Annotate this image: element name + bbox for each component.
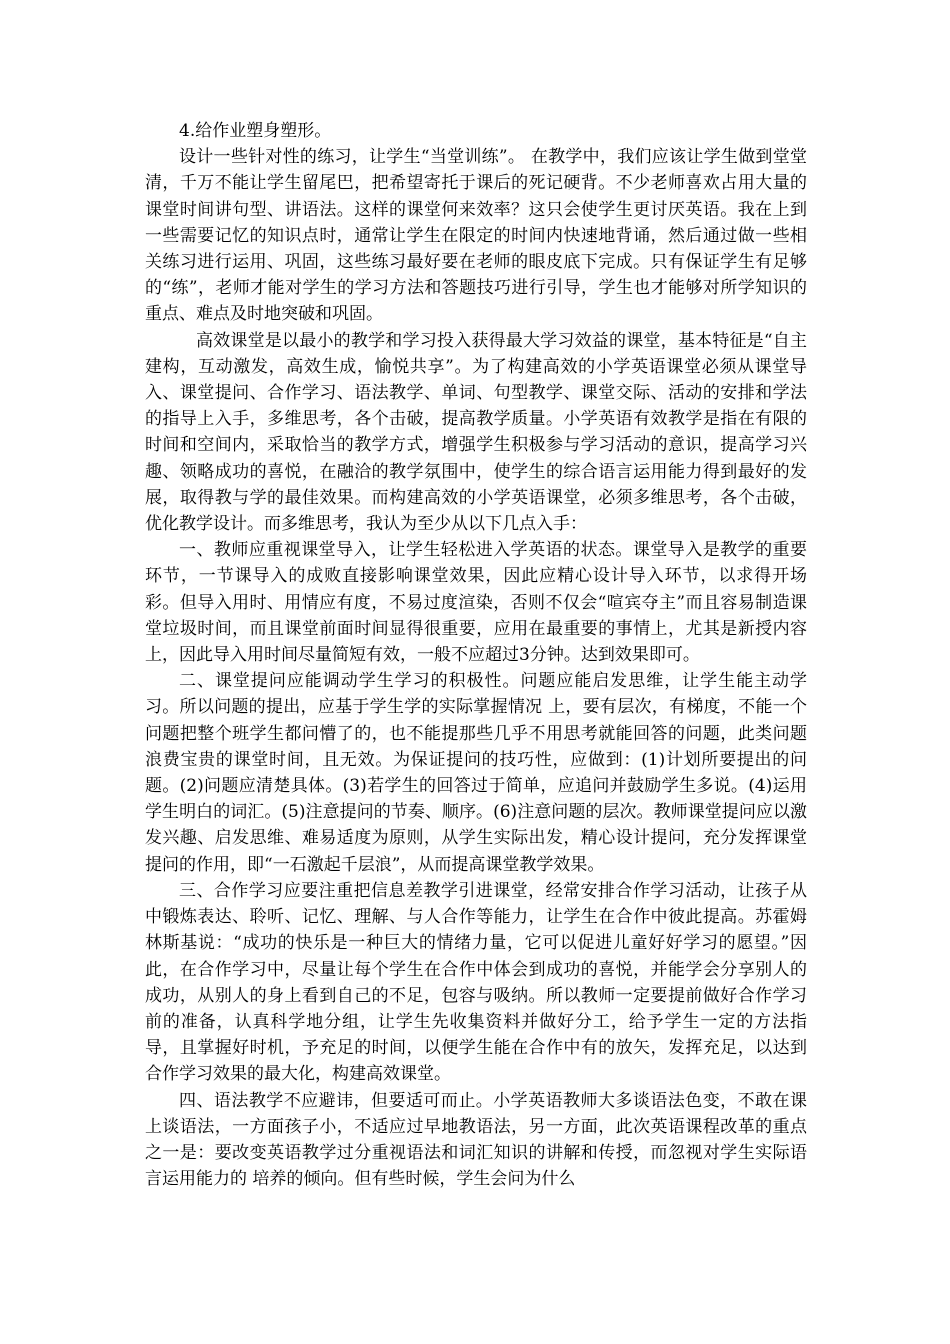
paragraph-efficient-classroom: 高效课堂是以最小的教学和学习投入获得最大学习效益的课堂，基本特征是“自主建构，互动激发，高效生成，愉悦共享”。为了构建高效的小学英语课堂必须从课堂导入、课堂提问、合作学习、语法教学、单词、句型教学、课堂交际、活动的安排和学法的指导上入手，多维思考，各个击破，提高教学质量。小学英语有效教学是指在有限的时间和空间内，采取恰当的教学方式，增强学生积极参与学习活动的意识，提高学习兴趣、领略成功的喜悦，在融洽的教学氛围中，使学生的综合语言运用能力得到最好的发展，取得教与学的最佳效果。而构建高效的小学英语课堂，必须多维思考，各个击破，优化教学设计。而多维思考，我认为至少从以下几点入手： xyxy=(145,330,807,535)
paragraph-classroom-questions: 二、课堂提问应能调动学生学习的积极性。问题应能启发思维，让学生能主动学习。所以问题的提出，应基于学生学的实际掌握情况 上，要有层次，有梯度，不能一个问题把整个班学生都问懵了的，也不能提那些几乎不用思考就能回答的问题，此类问题浪费宝贵的课堂时间，且无效。为保证提问的技巧性，应做到：(1)计划所要提出的问题。(2)问题应清楚具体。(3)若学生的回答过于简单，应追问并鼓励学生多说。(4)运用学生明白的词汇。(5)注意提问的节奏、顺序。(6)注意问题的层次。教师课堂提问应以激发兴趣、启发思维、难易适度为原则，从学生实际出发，精心设计提问，充分发挥课堂提问的作用，即“一石激起千层浪”，从而提高课堂教学效果。 xyxy=(145,671,807,875)
paragraph-lesson-introduction: 一、教师应重视课堂导入，让学生轻松进入学英语的状态。课堂导入是教学的重要环节，一节课导入的成败直接影响课堂效果，因此应精心设计导入环节，以求得开场彩。但导入用时、用情应有度，不易过度渲染，否则不仅会“喧宾夺主”而且容易制造课堂垃圾时间，而且课堂前面时间显得很重要，应用在最重要的事情上，尤其是新授内容上，因此导入用时间尽量简短有效，一般不应超过3分钟。达到效果即可。 xyxy=(145,540,807,666)
paragraph-practice: 设计一些针对性的练习，让学生“当堂训练”。 在教学中，我们应该让学生做到堂堂清，千万不能让学生留尾巴，把希望寄托于课后的死记硬背。不少老师喜欢占用大量的课堂时间讲句型、讲语法。这样的课堂何来效率？这只会使学生更讨厌英语。我在上到一些需要记忆的知识点时，通常让学生在限定的时间内快速地背诵，然后通过做一些相关练习进行运用、巩固，这些练习最好要在老师的眼皮底下完成。只有保证学生有足够的“练”，老师才能对学生的学习方法和答题技巧进行引导，学生也才能够对所学知识的重点、难点及时地突破和巩固。 xyxy=(145,147,807,325)
paragraph-grammar-teaching: 四、语法教学不应避讳，但要适可而止。小学英语教师大多谈语法色变，不敢在课上谈语法，一方面孩子小，不适应过早地教语法，另一方面，此次英语课程改革的重点之一是：要改变英语教学过分重视语法和词汇知识的讲解和传授，而忽视对学生实际语言运用能力的 培养的倾向。但有些时候，学生会问为什么 xyxy=(145,1090,807,1190)
document-page xyxy=(145,118,807,1192)
section-heading: 4.给作业塑身塑形。 xyxy=(179,121,332,141)
paragraph-cooperative-learning: 三、合作学习应要注重把信息差教学引进课堂，经常安排合作学习活动，让孩子从中锻炼表达、聆听、记忆、理解、与人合作等能力，让学生在合作中彼此提高。苏霍姆林斯基说：“成功的快乐是一种巨大的情绪力量，它可以促进儿童好好学习的愿望。”因此，在合作学习中，尽量让每个学生在合作中体会到成功的喜悦，并能学会分享别人的成功，从别人的身上看到自己的不足，包容与吸纳。所以教师一定要提前做好合作学习前的准备，认真科学地分组，让学生先收集资料并做好分工，给予学生一定的方法指导，且掌握好时机，予充足的时间，以便学生能在合作中有的放矢，发挥充足，以达到合作学习效果的最大化，构建高效课堂。 xyxy=(145,880,807,1085)
